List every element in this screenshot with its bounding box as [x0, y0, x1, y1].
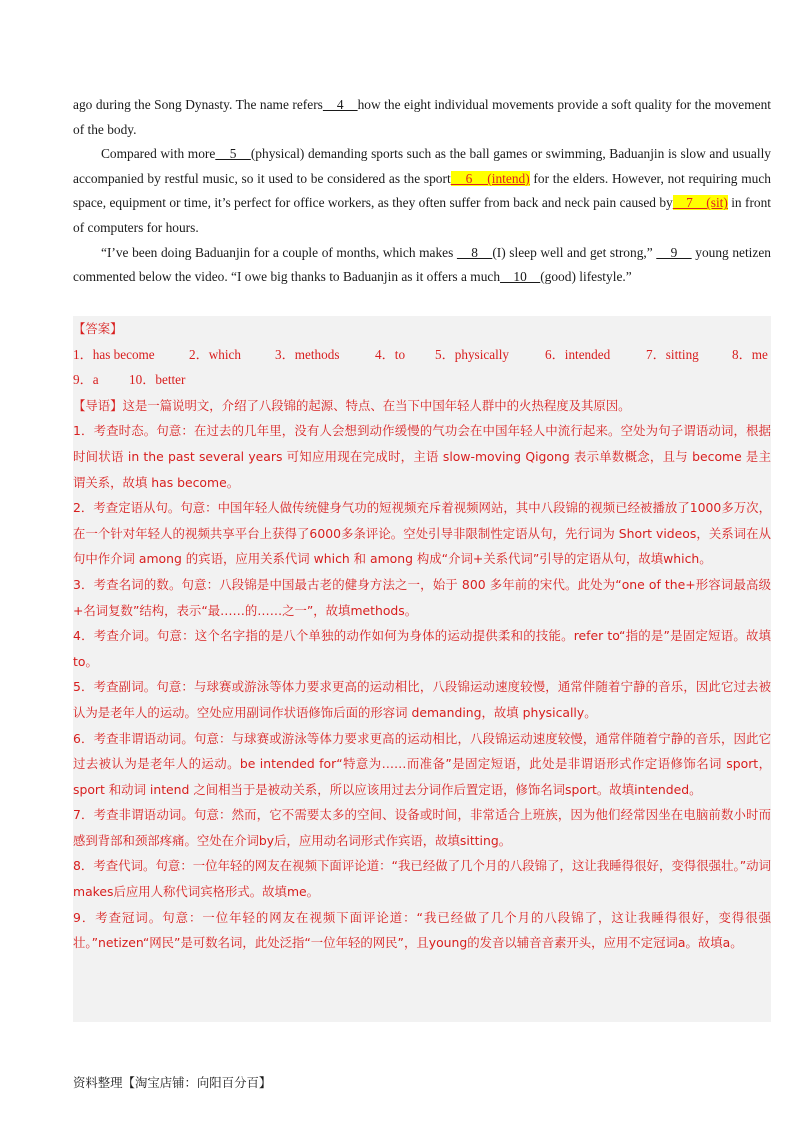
answer-6: 6．intended: [545, 346, 611, 362]
answer-3: 3．methods: [275, 346, 340, 362]
passage-text: how the eight individual movements provide a soft quality for the movement of the body.: [73, 97, 771, 137]
passage-text: for the elders. However, not requiring much space, equipment or time, it’s perfect for office workers, as they often suffer from back and neck pain caused by: [73, 170, 771, 211]
explanation-6: 6．考查非谓语动词。句意：与球赛或游泳等体力要求更高的运动相比，八段锦运动速度较慢，通常伴随着宁静的音乐，因此它过去被认为是老年人的运动。be intended for“特意为……而准备”是固定短语，此处是非谓语形式作定语修饰名词 sport，sport 和动词 intend 之间相当于是被动关系，所以应该用过去分词作后置定语，修饰名词sport。故填intended。: [73, 730, 771, 797]
passage-text: young netizen commented below the video. “I owe big thanks to Baduanjin as it offers a much: [73, 244, 771, 285]
answer-7: 7．sitting: [646, 346, 699, 362]
passage-paragraph-3: [73, 241, 771, 290]
cloze-passage: [73, 93, 771, 290]
passage-text: in front of computers for hours.: [73, 195, 772, 235]
explanation-3: 3．考查名词的数。句意：八段锦是中国最古老的健身方法之一，始于 800 多年前的宋代。此处为“one of the+形容词最高级+名词复数”结构，表示“最……的……之一”，故填methods。: [73, 576, 771, 618]
passage-text: (I) sleep well and get strong,”: [492, 244, 657, 260]
passage-text: “I’ve been doing Baduanjin for a couple of months, which makes: [101, 244, 457, 260]
answer-row-2: [73, 367, 771, 393]
blank-8: 8: [456, 244, 493, 260]
passage-text: (physical) demanding sports such as the ball games or swimming, Baduanjin is slow and usually accompanied by restful music, so it used to be considered as the sport: [73, 146, 771, 186]
blank-10: 10: [500, 269, 541, 285]
blank-6-highlighted: 6 (intend): [450, 170, 530, 186]
answer-4: 4．to: [375, 346, 406, 362]
answer-9: 9．a: [73, 372, 99, 388]
explanation-9: 9．考查冠词。句意：一位年轻的网友在视频下面评论道：“我已经做了几个月的八段锦了，这让我睡得很好，变得很强壮。”netizen“网民”是可数名词，此处泛指“一位年轻的网民”，且young的发音以辅音音素开头，应用不定冠词a。故填a。: [73, 909, 771, 951]
blank-9: 9: [656, 244, 692, 260]
answer-1: 1．has become: [73, 346, 155, 362]
answer-8: 8．me: [732, 346, 768, 362]
explanation-2: 2．考查定语从句。句意：中国年轻人做传统健身气功的短视频充斥着视频网站，其中八段锦的视频已经被播放了1000多万次，在一个针对年轻人的视频共享平台上获得了6000多条评论。空处引导非限制性定语从句，先行词为 Short videos，关系词在从句中作介词 among 的宾语，应用关系代词 which 和 among 构成“介词+关系代词”引导的定语从句，故填which。: [73, 500, 771, 567]
explanation-5: 5．考查副词。句意：与球赛或游泳等体力要求更高的运动相比，八段锦运动速度较慢，通常伴随着宁静的音乐，因此它过去被认为是老年人的运动。空处应用副词作状语修饰后面的形容词 demanding，故填 physically。: [73, 679, 771, 720]
blank-4: 4: [322, 97, 358, 112]
page-footer: 资料整理【淘宝店铺：向阳百分百】: [73, 1075, 272, 1090]
blank-7-highlighted: 7 (sit): [672, 195, 728, 211]
passage-text: Compared with more: [101, 146, 216, 162]
answer-section: [73, 316, 771, 1022]
answer-row-1: [73, 342, 771, 368]
explanation-8: 8．考查代词。句意：一位年轻的网友在视频下面评论道：“我已经做了几个月的八段锦了，这让我睡得很好，变得很强壮。”动词makes后应用人称代词宾格形式。故填me。: [73, 858, 771, 900]
explanation-1: 1．考查时态。句意：在过去的几年里，没有人会想到动作缓慢的气功会在中国年轻人中流行起来。空处为句子谓语动词，根据时间状语 in the past several years 可知应用现在完成时，主语 slow-moving Qigong 表示单数概念，且与 become 是主谓关系，故填 has become。: [73, 423, 771, 490]
answer-heading: 【答案】: [73, 321, 123, 336]
answer-5: 5．physically: [435, 346, 509, 362]
explanation-4: 4．考查介词。句意：这个名字指的是八个单独的动作如何为身体的运动提供柔和的技能。refer to“指的是”是固定短语。故填to。: [73, 628, 771, 669]
passage-text: ago during the Song Dynasty. The name refers: [73, 97, 323, 112]
passage-text: (good) lifestyle.”: [540, 269, 632, 285]
passage-paragraph-1: [73, 93, 771, 142]
answer-10: 10．better: [129, 372, 186, 388]
blank-5: 5: [215, 146, 251, 162]
guide-text: 【导语】这是一篇说明文，介绍了八段锦的起源、特点、在当下中国年轻人群中的火热程度及其原因。: [73, 397, 631, 413]
answer-2: 2．which: [189, 346, 242, 362]
passage-paragraph-2: [73, 142, 771, 240]
explanation-7: 7．考查非谓语动词。句意：然而，它不需要太多的空间、设备或时间，非常适合上班族，因为他们经常因坐在电脑前数小时而感到背部和颈部疼痛。空处在介词by后，应用动名词形式作宾语，故填sitting。: [73, 807, 771, 848]
